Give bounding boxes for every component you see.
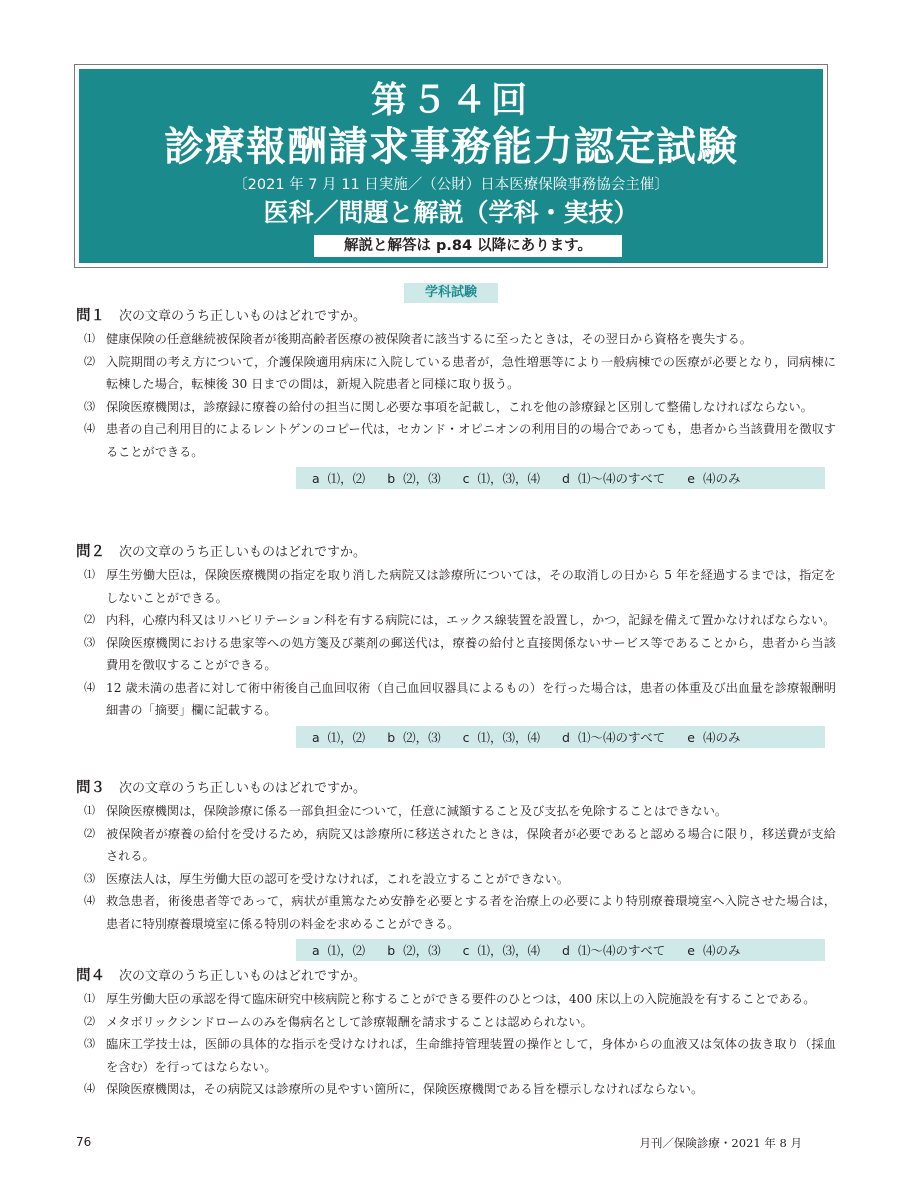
answer-choice-key: c — [462, 471, 470, 486]
option-number: ⑶ — [84, 635, 95, 649]
answer-choice-text: ⑴〜⑷のすべて — [577, 471, 666, 486]
question-option — [76, 632, 836, 677]
question-header — [76, 306, 836, 328]
question-number: 問１ — [76, 308, 105, 324]
answer-choice-text: ⑷のみ — [702, 729, 741, 745]
question-option — [76, 351, 836, 396]
question-option — [76, 1011, 836, 1034]
answer-choice — [687, 469, 740, 487]
question-block — [76, 778, 836, 961]
answer-choice-text: ⑷のみ — [702, 943, 741, 958]
exam-round: 第５４回 — [370, 80, 531, 121]
answer-choice-text: ⑵，⑶ — [403, 471, 441, 486]
question-header — [76, 778, 836, 800]
answer-choice — [312, 941, 365, 959]
answer-note: 解説と解答は p.84 以降にあります。 — [314, 235, 622, 257]
option-number: ⑷ — [84, 422, 95, 435]
header-box — [74, 64, 828, 268]
option-text: 保険医療機関における患家等への処方箋及び薬剤の郵送代は，療養の給付と直接関係ないサービス等であることから，患者から当該費用を徴収することができる。 — [106, 635, 836, 672]
question-prompt: 次の文章のうち正しいものはどれですか。 — [119, 969, 367, 984]
answer-choice — [387, 469, 440, 487]
option-text: 臨床工学技士は，医師の具体的な指示を受けなければ，生命維持管理装置の操作として，身体からの血液又は気体の抜き取り（採血を含む）を行ってはならない。 — [106, 1037, 836, 1074]
answer-choice — [312, 728, 365, 746]
option-number: ⑶ — [84, 1037, 95, 1050]
answer-choice-text: ⑴，⑵ — [327, 943, 366, 958]
question-number: 問４ — [76, 968, 105, 984]
answer-choice-text: ⑴〜⑷のすべて — [577, 729, 666, 745]
answer-choice-key: d — [562, 471, 570, 486]
option-text: 患者の自己利用目的によるレントゲンのコピー代は，セカンド・オピニオンの利用目的の場合であっても，患者から当該費用を徴収することができる。 — [106, 422, 836, 459]
answer-choice-key: a — [312, 943, 320, 958]
answer-choice-key: a — [312, 471, 320, 486]
option-number: ⑴ — [84, 332, 95, 345]
option-text: 救急患者，術後患者等であって，病状が重篤なため安静を必要とする者を治療上の必要により特別療養環境室へ入院させた場合は，患者に特別療養環境室に係る特別の料金を求めることができる。 — [106, 894, 836, 931]
option-number: ⑷ — [84, 680, 95, 694]
question-number: 問３ — [76, 780, 105, 796]
answer-choice-text: ⑵，⑶ — [403, 729, 441, 745]
option-text: 厚生労働大臣は，保険医療機関の指定を取り消した病院又は診療所については，その取消しの日から 5 年を経過するまでは，指定をしないことができる。 — [106, 568, 836, 605]
exam-section-title: 医科／問題と解説（学科・実技） — [263, 198, 639, 227]
question-prompt: 次の文章のうち正しいものはどれですか。 — [119, 309, 367, 324]
option-number: ⑵ — [84, 1014, 95, 1028]
header-banner — [79, 69, 823, 263]
page-number: 76 — [76, 1135, 92, 1149]
answer-choices-bar — [296, 726, 825, 748]
question-prompt: 次の文章のうち正しいものはどれですか。 — [119, 781, 367, 796]
answer-choice-key: c — [462, 729, 470, 745]
option-text: 医療法人は，厚生労働大臣の認可を受けなければ，これを設立することができない。 — [106, 871, 570, 886]
question-option — [76, 609, 836, 632]
question-prompt: 次の文章のうち正しいものはどれですか。 — [119, 545, 367, 560]
answer-choice — [562, 469, 665, 487]
question-block — [76, 306, 836, 489]
answer-choice-text: ⑴，⑶，⑷ — [477, 943, 541, 958]
option-number: ⑷ — [84, 894, 95, 907]
answer-choice-key: b — [387, 729, 396, 745]
answer-choice-key: e — [687, 471, 695, 486]
option-text: 12 歳未満の患者に対して術中術後自己血回収術（自己血回収器具によるもの）を行った場合は，患者の体重及び出血量を診療報酬明細書の「摘要」欄に記載する。 — [106, 680, 836, 717]
section-label: 学科試験 — [404, 283, 498, 303]
option-text: 保険医療機関は，保険診療に係る一部負担金について，任意に減額すること及び支払を免除することはできない。 — [106, 804, 728, 818]
exam-title: 診療報酬請求事務能力認定試験 — [164, 124, 738, 170]
option-number: ⑶ — [84, 399, 95, 413]
question-option — [76, 823, 836, 868]
answer-choice-key: a — [312, 729, 320, 745]
journal-name: 月刊／保険診療・2021 年 8 月 — [639, 1136, 802, 1150]
option-text: メタボリックシンドロームのみを傷病名として診療報酬を請求することは認められない。 — [106, 1014, 593, 1029]
answer-choice-text: ⑷のみ — [702, 471, 741, 486]
answer-choices-bar — [296, 467, 825, 489]
option-number: ⑵ — [84, 613, 95, 626]
answer-choice-key: c — [462, 943, 470, 958]
question-option — [76, 1033, 836, 1078]
option-number: ⑵ — [84, 826, 95, 840]
answer-choice — [687, 728, 740, 746]
answer-choice-key: d — [562, 729, 570, 745]
question-option — [76, 890, 836, 935]
answer-choice-key: b — [387, 943, 396, 958]
question-block — [76, 542, 836, 748]
answer-choice — [687, 941, 740, 959]
option-text: 内科，心療内科又はリハビリテーション科を有する病院には，エックス線装置を設置し，かつ，記録を備えて置かなければならない。 — [106, 613, 836, 627]
question-header — [76, 966, 836, 988]
question-option — [76, 1078, 836, 1101]
answer-choice-key: d — [562, 943, 570, 958]
question-option — [76, 868, 836, 891]
option-number: ⑴ — [84, 568, 95, 581]
answer-choice — [387, 941, 440, 959]
question-block — [76, 966, 836, 1101]
question-option — [76, 328, 836, 351]
option-number: ⑷ — [84, 1082, 95, 1095]
answer-choice-text: ⑴，⑶，⑷ — [477, 729, 541, 745]
question-option — [76, 677, 836, 722]
answer-choice-text: ⑵，⑶ — [403, 943, 441, 958]
option-text: 保険医療機関は，診療録に療養の給付の担当に関し必要な事項を記載し，これを他の診療録と区別して整備しなければならない。 — [106, 399, 813, 414]
option-number: ⑶ — [84, 871, 95, 885]
answer-choice-text: ⑴，⑵ — [327, 729, 366, 745]
exam-subtitle: 〔2021 年 7 月 11 日実施／（公財）日本医療保険事務協会主催〕 — [233, 177, 669, 193]
question-option — [76, 396, 836, 419]
question-header — [76, 542, 836, 564]
answer-choice — [562, 941, 665, 959]
option-number: ⑵ — [84, 354, 95, 368]
question-option — [76, 800, 836, 823]
option-text: 保険医療機関は，その病院又は診療所の見やすい箇所に，保険医療機関である旨を標示しなければならない。 — [106, 1082, 704, 1096]
answer-choice-text: ⑴〜⑷のすべて — [577, 943, 666, 958]
answer-choice-key: e — [687, 729, 695, 745]
answer-choices-bar — [296, 939, 825, 961]
answer-choice — [463, 941, 540, 959]
question-number: 問２ — [76, 544, 105, 560]
answer-choice-text: ⑴，⑶，⑷ — [477, 471, 541, 486]
question-option — [76, 988, 836, 1011]
answer-choice — [562, 728, 665, 746]
answer-choice — [312, 469, 365, 487]
option-text: 入院期間の考え方について，介護保険適用病床に入院している患者が，急性増悪等により一般病棟での医療が必要となり，同病棟に転棟した場合，転棟後 30 日までの間は，新規入院患者と同様に取り扱う。 — [106, 354, 836, 391]
answer-choice-key: b — [387, 471, 396, 486]
question-option — [76, 418, 836, 463]
option-text: 厚生労働大臣の承認を得て臨床研究中核病院と称することができる要件のひとつは，400 床以上の入院施設を有することである。 — [106, 992, 816, 1006]
answer-choice-text: ⑴，⑵ — [327, 471, 366, 486]
option-text: 健康保険の任意継続被保険者が後期高齢者医療の被保険者に該当するに至ったときは，その翌日から資格を喪失する。 — [106, 332, 752, 346]
answer-choice — [463, 469, 540, 487]
answer-choice — [463, 728, 540, 746]
answer-choice-key: e — [687, 943, 695, 958]
option-number: ⑴ — [84, 992, 95, 1005]
option-text: 被保険者が療養の給付を受けるため，病院又は診療所に移送されたときは，保険者が必要であると認める場合に限り，移送費が支給される。 — [106, 826, 836, 863]
question-option — [76, 564, 836, 609]
option-number: ⑴ — [84, 804, 95, 817]
answer-choice — [387, 728, 440, 746]
